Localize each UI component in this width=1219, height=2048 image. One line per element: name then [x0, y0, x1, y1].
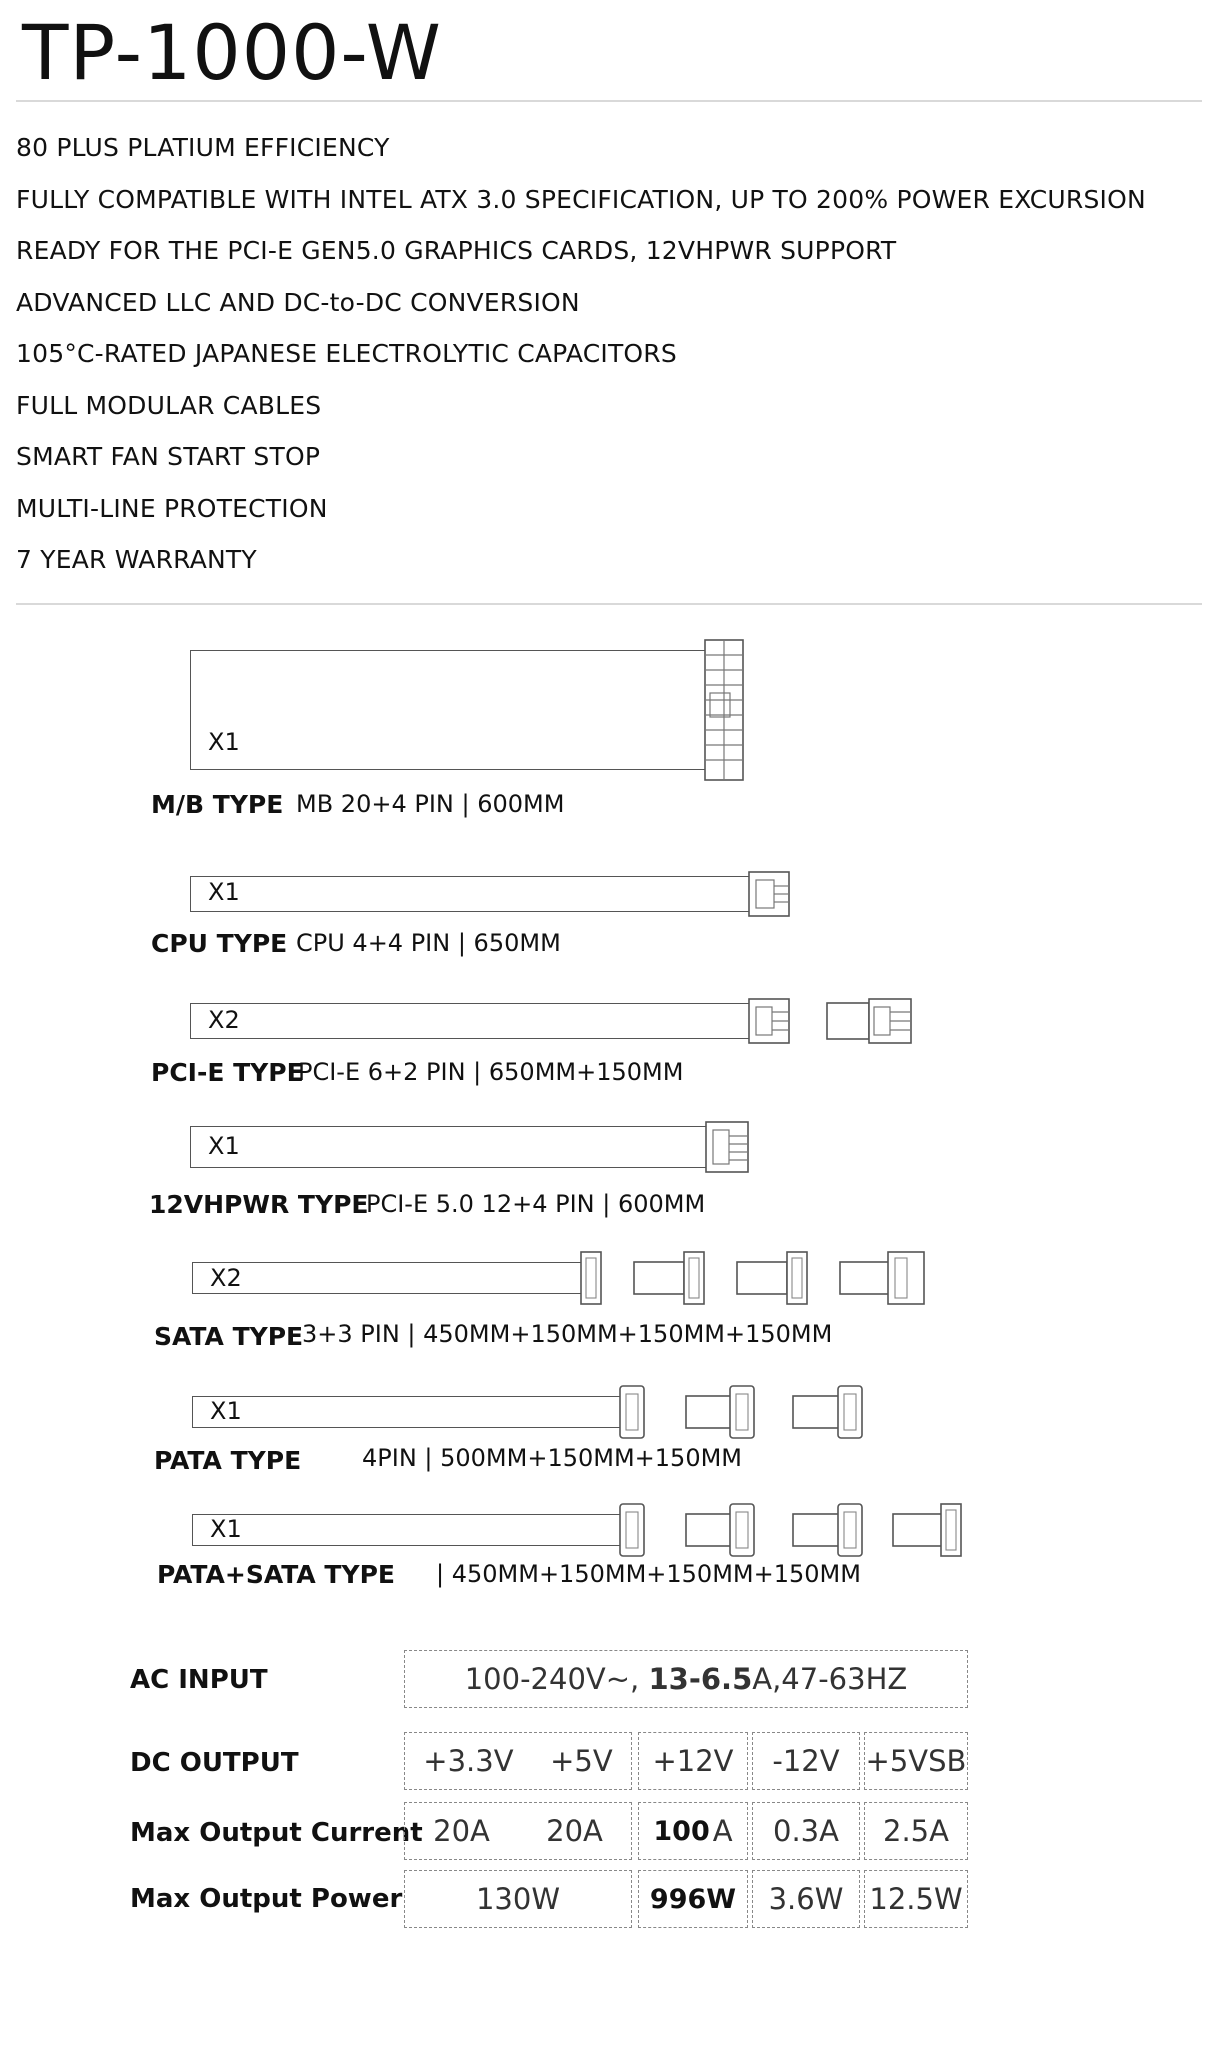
ac-input-voltage: 100-240V~, — [464, 1662, 649, 1696]
feature-item: 105°C-RATED JAPANESE ELECTROLYTIC CAPACITORS — [16, 339, 677, 368]
power-3v3-5v: 130W — [475, 1882, 561, 1916]
cable-quantity: X2 — [210, 1264, 242, 1292]
feature-item: MULTI-LINE PROTECTION — [16, 493, 328, 523]
current-12v: 100 — [653, 1815, 710, 1847]
current-12v-unit: A — [712, 1814, 733, 1848]
feature-item: READY FOR THE PCI-E GEN5.0 GRAPHICS CARDS, 12VHPWR SUPPORT — [16, 236, 897, 265]
rail-neg12v: -12V — [772, 1744, 840, 1778]
cable-quantity: X1 — [210, 1397, 242, 1425]
feature-item: 80 PLUS PLATIUM EFFICIENCY — [16, 133, 390, 162]
cable-type-label: PATA TYPE — [154, 1446, 302, 1475]
cable-type-label: M/B TYPE — [151, 790, 284, 819]
current-cell-5vsb — [864, 1802, 968, 1860]
power-cell-3v3-5v — [404, 1870, 632, 1928]
rail-cell-3v3-5v — [404, 1732, 632, 1790]
ac-input-value — [404, 1650, 968, 1708]
power-5vsb: 12.5W — [869, 1882, 963, 1916]
max-power-label: Max Output Power — [130, 1884, 403, 1914]
rail-5v: +5V — [550, 1744, 613, 1778]
rail-cell-neg12v — [752, 1732, 860, 1790]
current-neg12v: 0.3A — [773, 1814, 839, 1848]
cable-type-label: 12VHPWR TYPE — [149, 1190, 369, 1219]
power-cell-neg12v — [752, 1870, 860, 1928]
cable-spec: | 450MM+150MM+150MM+150MM — [436, 1560, 861, 1588]
cable-spec: MB 20+4 PIN | 600MM — [296, 790, 565, 818]
ac-input-frequency: A,47-63HZ — [752, 1662, 908, 1696]
cable-quantity: X1 — [208, 1132, 240, 1160]
current-3v3: 20A — [433, 1814, 490, 1848]
cable-spec: 3+3 PIN | 450MM+150MM+150MM+150MM — [302, 1320, 833, 1348]
current-cell-12v — [638, 1802, 748, 1860]
cable-type-label: PATA+SATA TYPE — [157, 1560, 395, 1589]
current-5vsb: 2.5A — [883, 1814, 949, 1848]
rail-cell-12v — [638, 1732, 748, 1790]
cable-type-label: SATA TYPE — [154, 1322, 304, 1351]
cable-quantity: X1 — [208, 728, 240, 756]
cable-spec: PCI-E 6+2 PIN | 650MM+150MM — [298, 1058, 684, 1086]
dc-output-label: DC OUTPUT — [130, 1748, 299, 1778]
cable-spec: 4PIN | 500MM+150MM+150MM — [362, 1444, 743, 1472]
cable-quantity: X1 — [210, 1515, 242, 1543]
power-cell-5vsb — [864, 1870, 968, 1928]
ac-input-current: 13-6.5 — [648, 1662, 753, 1696]
cable-quantity: X2 — [208, 1006, 240, 1034]
current-5v: 20A — [546, 1814, 603, 1848]
power-cell-12v — [638, 1870, 748, 1928]
cable-type-label: PCI-E TYPE — [151, 1058, 304, 1087]
cable-spec: PCI-E 5.0 12+4 PIN | 600MM — [366, 1190, 706, 1218]
feature-item: ADVANCED LLC AND DC-to-DC CONVERSION — [16, 287, 580, 317]
cable-quantity: X1 — [208, 878, 240, 906]
power-12v: 996W — [649, 1883, 737, 1915]
cable-type-label: CPU TYPE — [151, 929, 288, 958]
feature-item: SMART FAN START STOP — [16, 442, 321, 471]
feature-item: FULL MODULAR CABLES — [16, 390, 322, 420]
rail-12v: +12V — [652, 1744, 734, 1778]
page-title: TP-1000-W — [22, 8, 442, 97]
feature-item: FULLY COMPATIBLE WITH INTEL ATX 3.0 SPECIFICATION, UP TO 200% POWER EXCURSION — [16, 184, 1146, 214]
current-cell-neg12v — [752, 1802, 860, 1860]
cable-spec: CPU 4+4 PIN | 650MM — [296, 929, 561, 957]
rail-5vsb: +5VSB — [865, 1744, 967, 1778]
ac-input-label: AC INPUT — [130, 1665, 268, 1695]
current-cell-3v3-5v — [404, 1802, 632, 1860]
feature-item: 7 YEAR WARRANTY — [16, 545, 257, 574]
power-neg12v: 3.6W — [768, 1882, 844, 1916]
rail-cell-5vsb — [864, 1732, 968, 1790]
rail-3v3: +3.3V — [423, 1744, 514, 1778]
max-current-label: Max Output Current — [130, 1818, 423, 1848]
